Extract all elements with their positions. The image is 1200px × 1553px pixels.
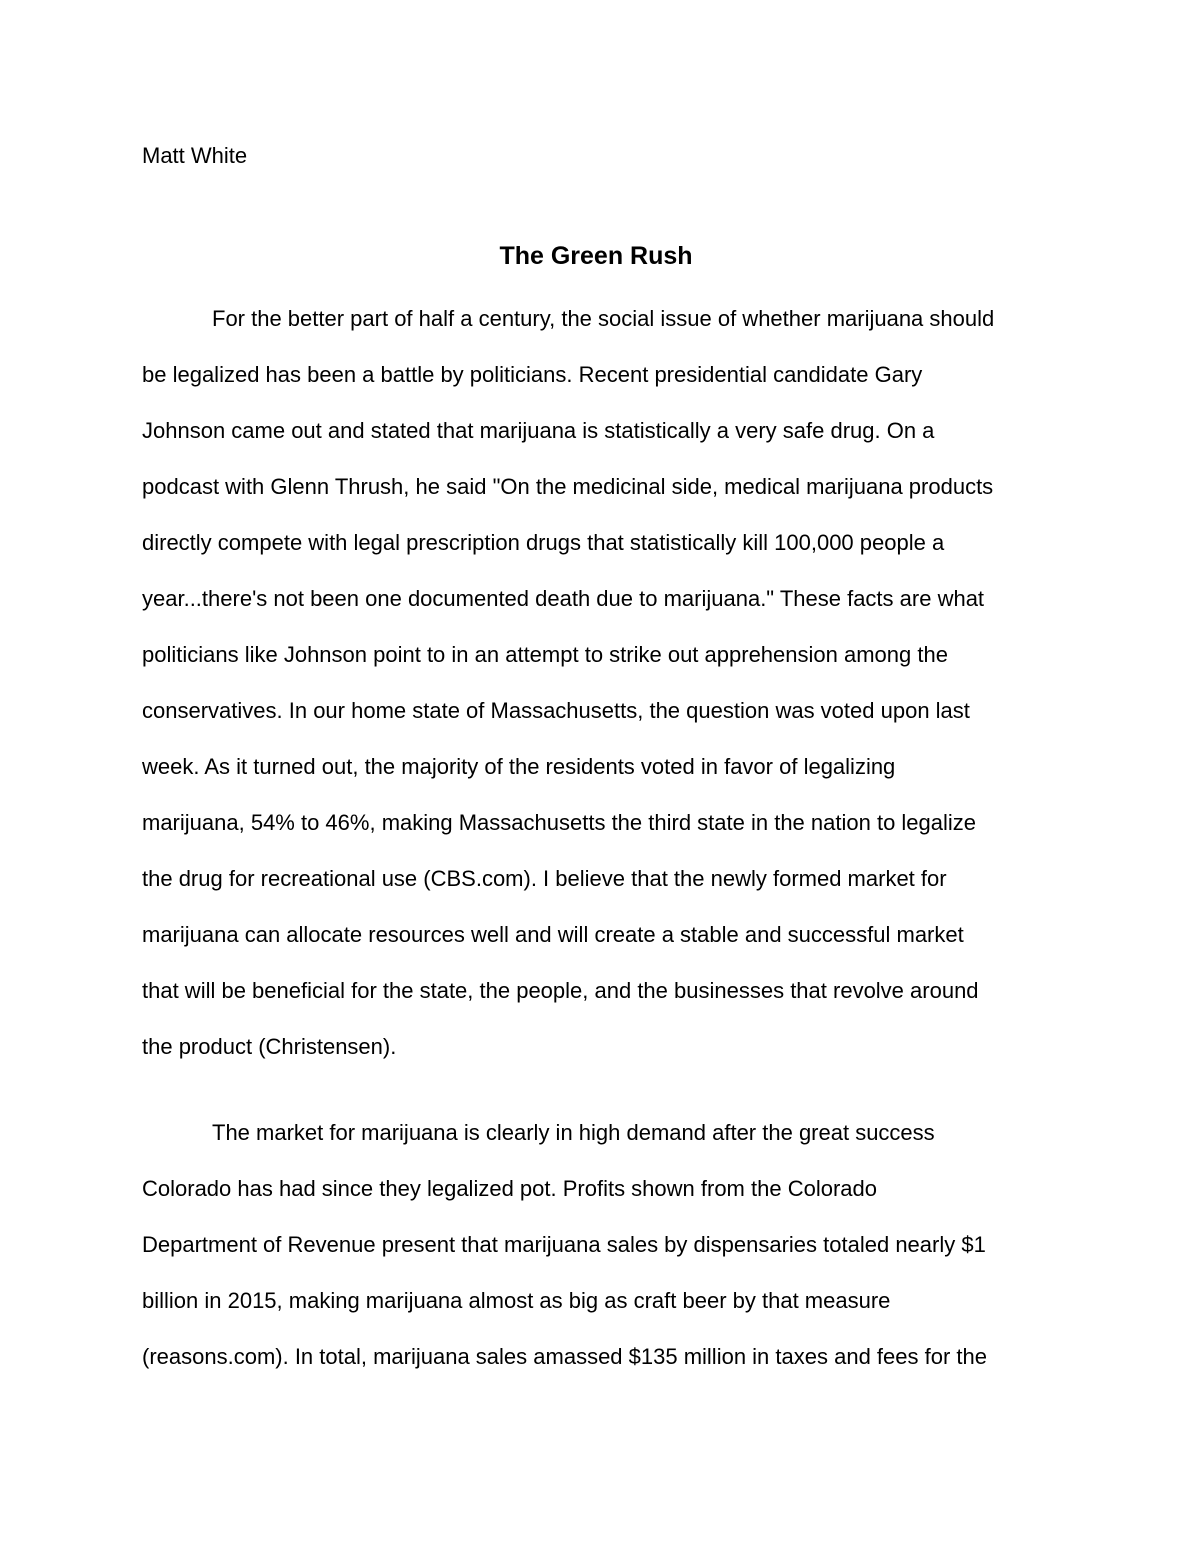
paragraph-line: The market for marijuana is clearly in high demand after the great success (212, 1120, 935, 1145)
paragraph-line: billion in 2015, making marijuana almost as big as craft beer by that measure (142, 1288, 891, 1313)
author-name: Matt White (142, 143, 248, 168)
paragraph-line: the product (Christensen). (142, 1034, 397, 1059)
paragraph-line: Colorado has had since they legalized pot. Profits shown from the Colorado (142, 1176, 877, 1201)
paragraph-line: directly compete with legal prescription drugs that statistically kill 100,000 people a (142, 530, 945, 555)
paragraph-line: podcast with Glenn Thrush, he said "On the medicinal side, medical marijuana products (142, 474, 994, 499)
paragraph-line: (reasons.com). In total, marijuana sales amassed $135 million in taxes and fees for the (142, 1344, 987, 1369)
paragraph-line: year...there's not been one documented death due to marijuana." These facts are what (142, 586, 985, 611)
paragraph-line: Johnson came out and stated that marijuana is statistically a very safe drug. On a (142, 418, 935, 443)
paragraph-line: week. As it turned out, the majority of the residents voted in favor of legalizing (142, 754, 896, 779)
paragraph-line: marijuana, 54% to 46%, making Massachusetts the third state in the nation to legalize (142, 810, 977, 835)
paragraph-line: be legalized has been a battle by politicians. Recent presidential candidate Gary (142, 362, 923, 387)
paragraph-line: marijuana can allocate resources well and will create a stable and successful market (142, 922, 964, 947)
document-title: The Green Rush (499, 242, 693, 270)
paragraph-line: For the better part of half a century, the social issue of whether marijuana should (212, 306, 995, 331)
paragraph-line: the drug for recreational use (CBS.com). I believe that the newly formed market for (142, 866, 947, 891)
paragraph-line: conservatives. In our home state of Massachusetts, the question was voted upon last (142, 698, 970, 723)
body-paragraph-2 (142, 1120, 1062, 1400)
paragraph-line: that will be beneficial for the state, the people, and the businesses that revolve around (142, 978, 979, 1003)
body-paragraph-1 (142, 306, 1062, 1090)
paragraph-line: Department of Revenue present that marijuana sales by dispensaries totaled nearly $1 (142, 1232, 986, 1257)
paragraph-line: politicians like Johnson point to in an attempt to strike out apprehension among the (142, 642, 948, 667)
